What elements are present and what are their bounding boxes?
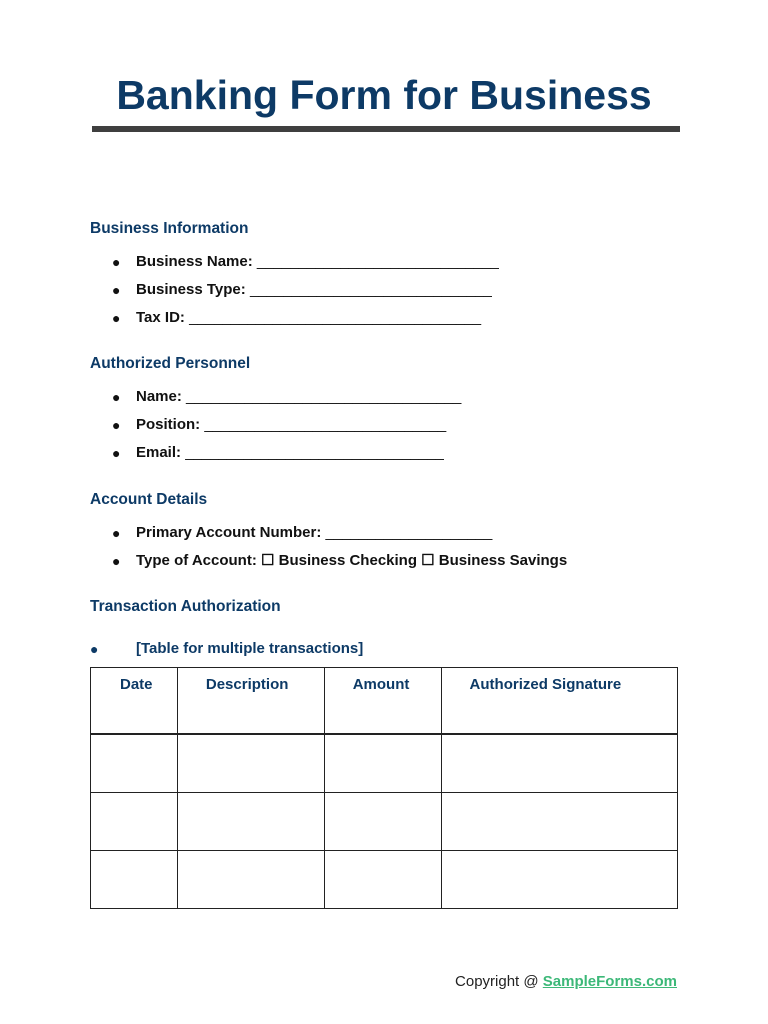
bullet-icon: ● — [112, 553, 121, 569]
bullet-icon: ● — [90, 641, 99, 657]
table-cell-description[interactable] — [177, 793, 324, 851]
bullet-icon: ● — [112, 445, 121, 461]
sampleforms-link[interactable]: SampleForms.com — [542, 973, 677, 990]
table-cell-signature[interactable] — [441, 734, 677, 793]
title-divider — [92, 126, 680, 132]
field-label: Business Type: — [136, 281, 246, 298]
bullet-icon: ● — [112, 254, 121, 270]
field-blank[interactable]: ____________________ — [325, 524, 493, 541]
page-title: Banking Form for Business — [116, 72, 652, 118]
checkbox-business-checking[interactable]: ☐ Business Checking — [261, 552, 417, 569]
field-label: Business Name: — [136, 253, 253, 270]
section-heading-account-details: Account Details — [90, 491, 208, 508]
table-cell-date[interactable] — [91, 793, 178, 851]
table-cell-date[interactable] — [91, 851, 178, 909]
table-cell-amount[interactable] — [324, 734, 441, 793]
table-cell-signature[interactable] — [441, 793, 677, 851]
field-label: Name: — [136, 388, 182, 405]
bullet-icon: ● — [112, 525, 121, 541]
copyright-footer — [455, 972, 677, 992]
section-heading-transaction-authorization: Transaction Authorization — [90, 598, 281, 615]
bullet-icon: ● — [112, 389, 121, 405]
field-blank[interactable]: _____________________________ — [256, 253, 499, 270]
column-header-date: Date — [91, 668, 178, 735]
field-blank[interactable]: _______________________________ — [185, 444, 444, 461]
bullet-icon: ● — [112, 310, 121, 326]
field-label: Type of Account: — [136, 552, 257, 569]
table-row — [91, 734, 678, 793]
table-row — [91, 851, 678, 909]
field-blank[interactable]: _____________________________ — [249, 281, 492, 298]
table-cell-description[interactable] — [177, 734, 324, 793]
field-blank[interactable]: ___________________________________ — [189, 309, 482, 326]
table-cell-description[interactable] — [177, 851, 324, 909]
field-label: Position: — [136, 416, 201, 433]
table-cell-date[interactable] — [91, 734, 178, 793]
field-label: Primary Account Number: — [136, 524, 322, 541]
bullet-icon: ● — [112, 282, 121, 298]
field-label: Email: — [136, 444, 182, 461]
column-header-authorized-signature: Authorized Signature — [441, 668, 677, 735]
field-label: Tax ID: — [136, 309, 185, 326]
column-header-amount: Amount — [324, 668, 441, 735]
field-blank[interactable]: _____________________________ — [204, 416, 447, 433]
field-blank[interactable]: _________________________________ — [186, 388, 462, 405]
section-heading-authorized-personnel: Authorized Personnel — [90, 355, 251, 372]
table-cell-amount[interactable] — [324, 793, 441, 851]
copyright-text: Copyright @ — [455, 973, 543, 990]
table-header-row — [91, 668, 678, 735]
table-cell-amount[interactable] — [324, 851, 441, 909]
transaction-table — [90, 667, 678, 909]
table-row — [91, 793, 678, 851]
table-note-text: [Table for multiple transactions] — [136, 640, 364, 657]
bullet-icon: ● — [112, 417, 121, 433]
checkbox-business-savings[interactable]: ☐ Business Savings — [421, 552, 568, 569]
section-heading-business-information: Business Information — [90, 220, 249, 237]
table-cell-signature[interactable] — [441, 851, 677, 909]
column-header-description: Description — [177, 668, 324, 735]
